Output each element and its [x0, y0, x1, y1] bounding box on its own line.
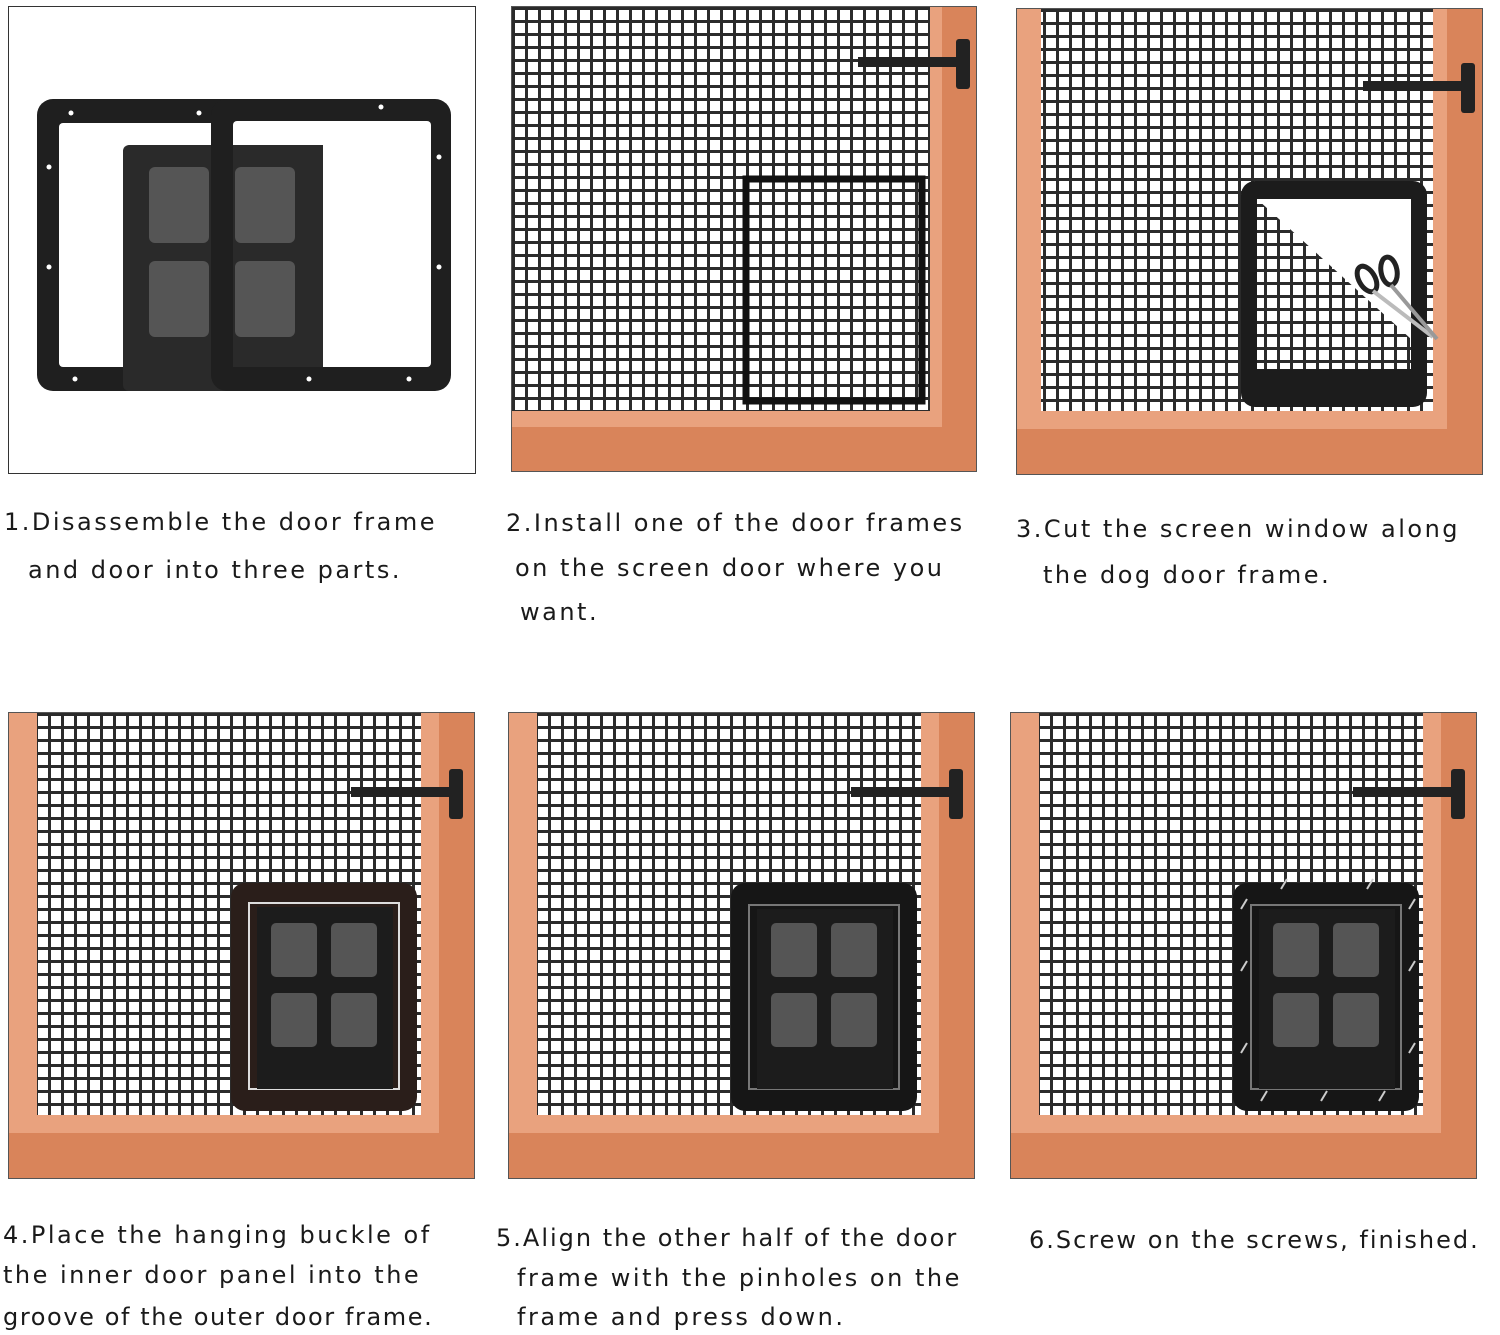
- step-5-image: [508, 712, 975, 1179]
- finished-installation-illustration: [1011, 713, 1477, 1179]
- caption-line: 3.Cut the screen window along: [1016, 515, 1461, 543]
- caption-line: frame with the pinholes on the: [517, 1264, 962, 1292]
- caption-line: and door into three parts.: [28, 556, 402, 584]
- step-1-image: [8, 6, 476, 474]
- hanging-buckle-illustration: [9, 713, 475, 1179]
- caption-line: frame and press down.: [517, 1303, 846, 1331]
- step-3-image: [1016, 8, 1483, 475]
- align-frame-illustration: [509, 713, 975, 1179]
- caption-line: 2.Install one of the door frames: [506, 509, 965, 537]
- step-4-image: [8, 712, 475, 1179]
- step-6-image: [1010, 712, 1477, 1179]
- caption-line: the dog door frame.: [1043, 561, 1332, 589]
- disassembled-pet-door-illustration: [9, 7, 476, 474]
- screen-door-with-frame-illustration: [512, 7, 977, 472]
- caption-line: 1.Disassemble the door frame: [4, 508, 437, 536]
- caption-line: want.: [520, 598, 600, 626]
- caption-line: the inner door panel into the: [3, 1261, 422, 1289]
- caption-line: on the screen door where you: [515, 554, 945, 582]
- caption-line: groove of the outer door frame.: [3, 1303, 434, 1331]
- caption-line: 6.Screw on the screws, finished.: [1029, 1226, 1480, 1254]
- caption-line: 4.Place the hanging buckle of: [3, 1221, 432, 1249]
- step-2-image: [511, 6, 977, 472]
- cutting-screen-illustration: [1017, 9, 1483, 475]
- caption-line: 5.Align the other half of the door: [496, 1224, 959, 1252]
